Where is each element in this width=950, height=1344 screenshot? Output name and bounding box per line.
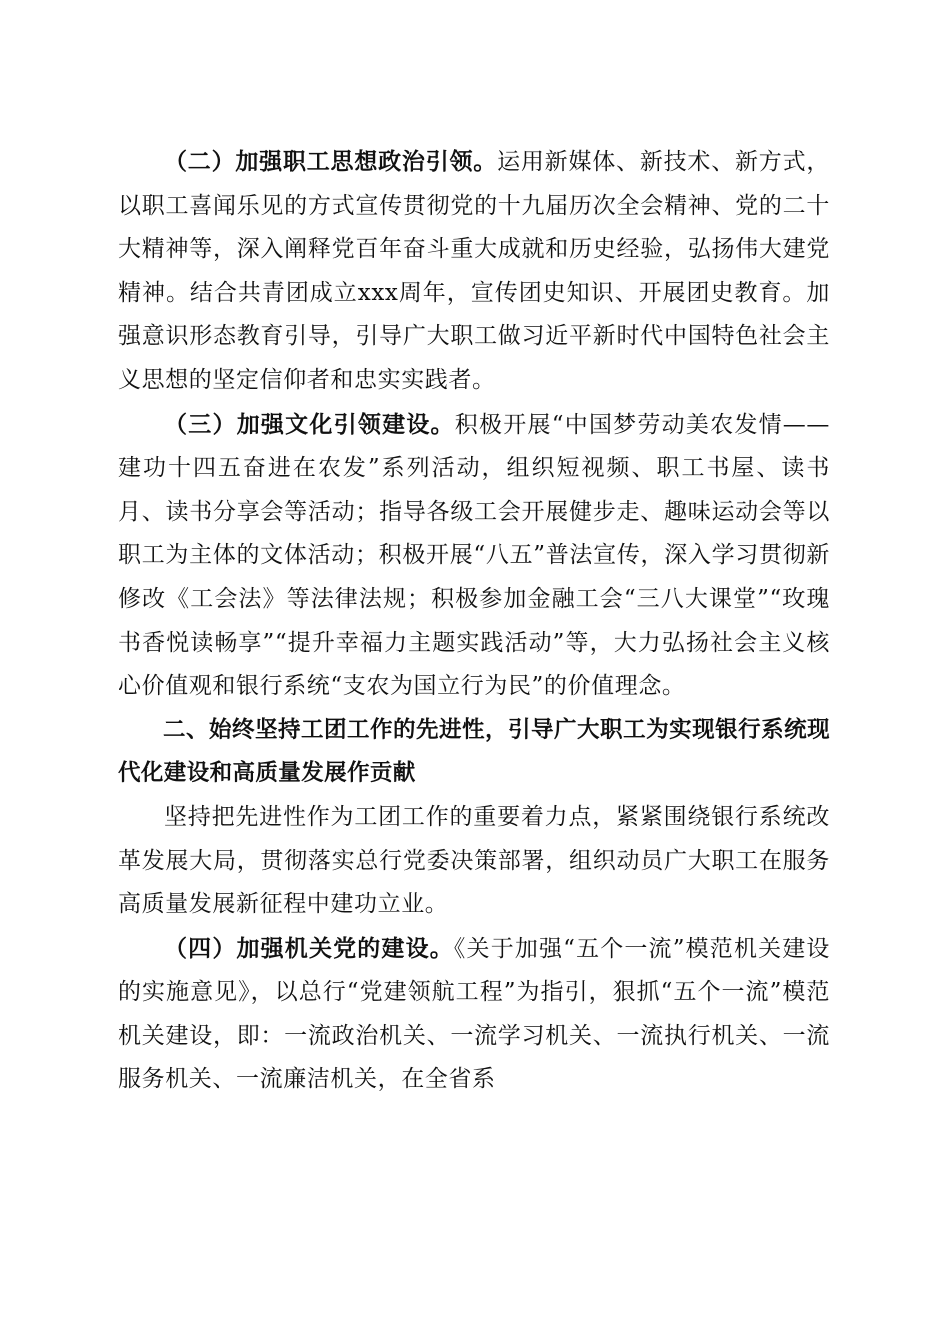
paragraph-text: 运用新媒体、新技术、新方式，以职工喜闻乐见的方式宣传贯彻党的十九届历次全会精神、党的二十大精神等，深入阐释党百年奋斗重大成就和历史经验，弘扬伟大建党精神。结合共青团成立xxx周年，宣传团史知识、开展团史教育。加强意识形态教育引导，引导广大职工做习近平新时代中国特色社会主义思想的坚定信仰者和忠实实践者。	[118, 149, 830, 393]
paragraph-text: 《关于加强“五个一流”模范机关建设的实施意见》，以总行“党建领航工程”为指引，狠抓“五个一流”模范机关建设，即：一流政治机关、一流学习机关、一流执行机关、一流服务机关、一流廉洁机关，在全省系	[118, 935, 831, 1093]
paragraph-section-intro: 坚持把先进性作为工团工作的重要着力点，紧紧围绕银行系统改革发展大局，贯彻落实总行党委决策部署，组织动员广大职工在服务高质量发展新征程中建功立业。	[118, 803, 830, 918]
paragraph-party-building	[118, 927, 830, 1102]
document-body	[118, 140, 830, 1102]
paragraph-text: 积极开展“中国梦劳动美农发情——建功十四五奋进在农发”系列活动，组织短视频、职工书屋、读书月、读书分享会等活动；指导各级工会开展健步走、趣味运动会等以职工为主体的文体活动；积极开展“八五”普法宣传，深入学习贯彻新修改《工会法》等法律法规；积极参加金融工会“三八大课堂”“玫瑰书香悦读畅享”“提升幸福力主题实践活动”等，大力弘扬社会主义核心价值观和银行系统“支农为国立行为民”的价值理念。	[118, 411, 831, 700]
paragraph-lead: （二）加强职工思想政治引领。	[164, 148, 498, 175]
paragraph-lead: （三）加强文化引领建设。	[164, 410, 455, 438]
paragraph-ideological-guidance	[118, 140, 830, 403]
paragraph-cultural-guidance	[118, 403, 830, 709]
section-heading: 二、始终坚持工团工作的先进性，引导广大职工为实现银行系统现代化建设和高质量发展作贡献	[118, 716, 830, 787]
paragraph-lead: （四）加强机关党的建设。	[164, 934, 454, 962]
